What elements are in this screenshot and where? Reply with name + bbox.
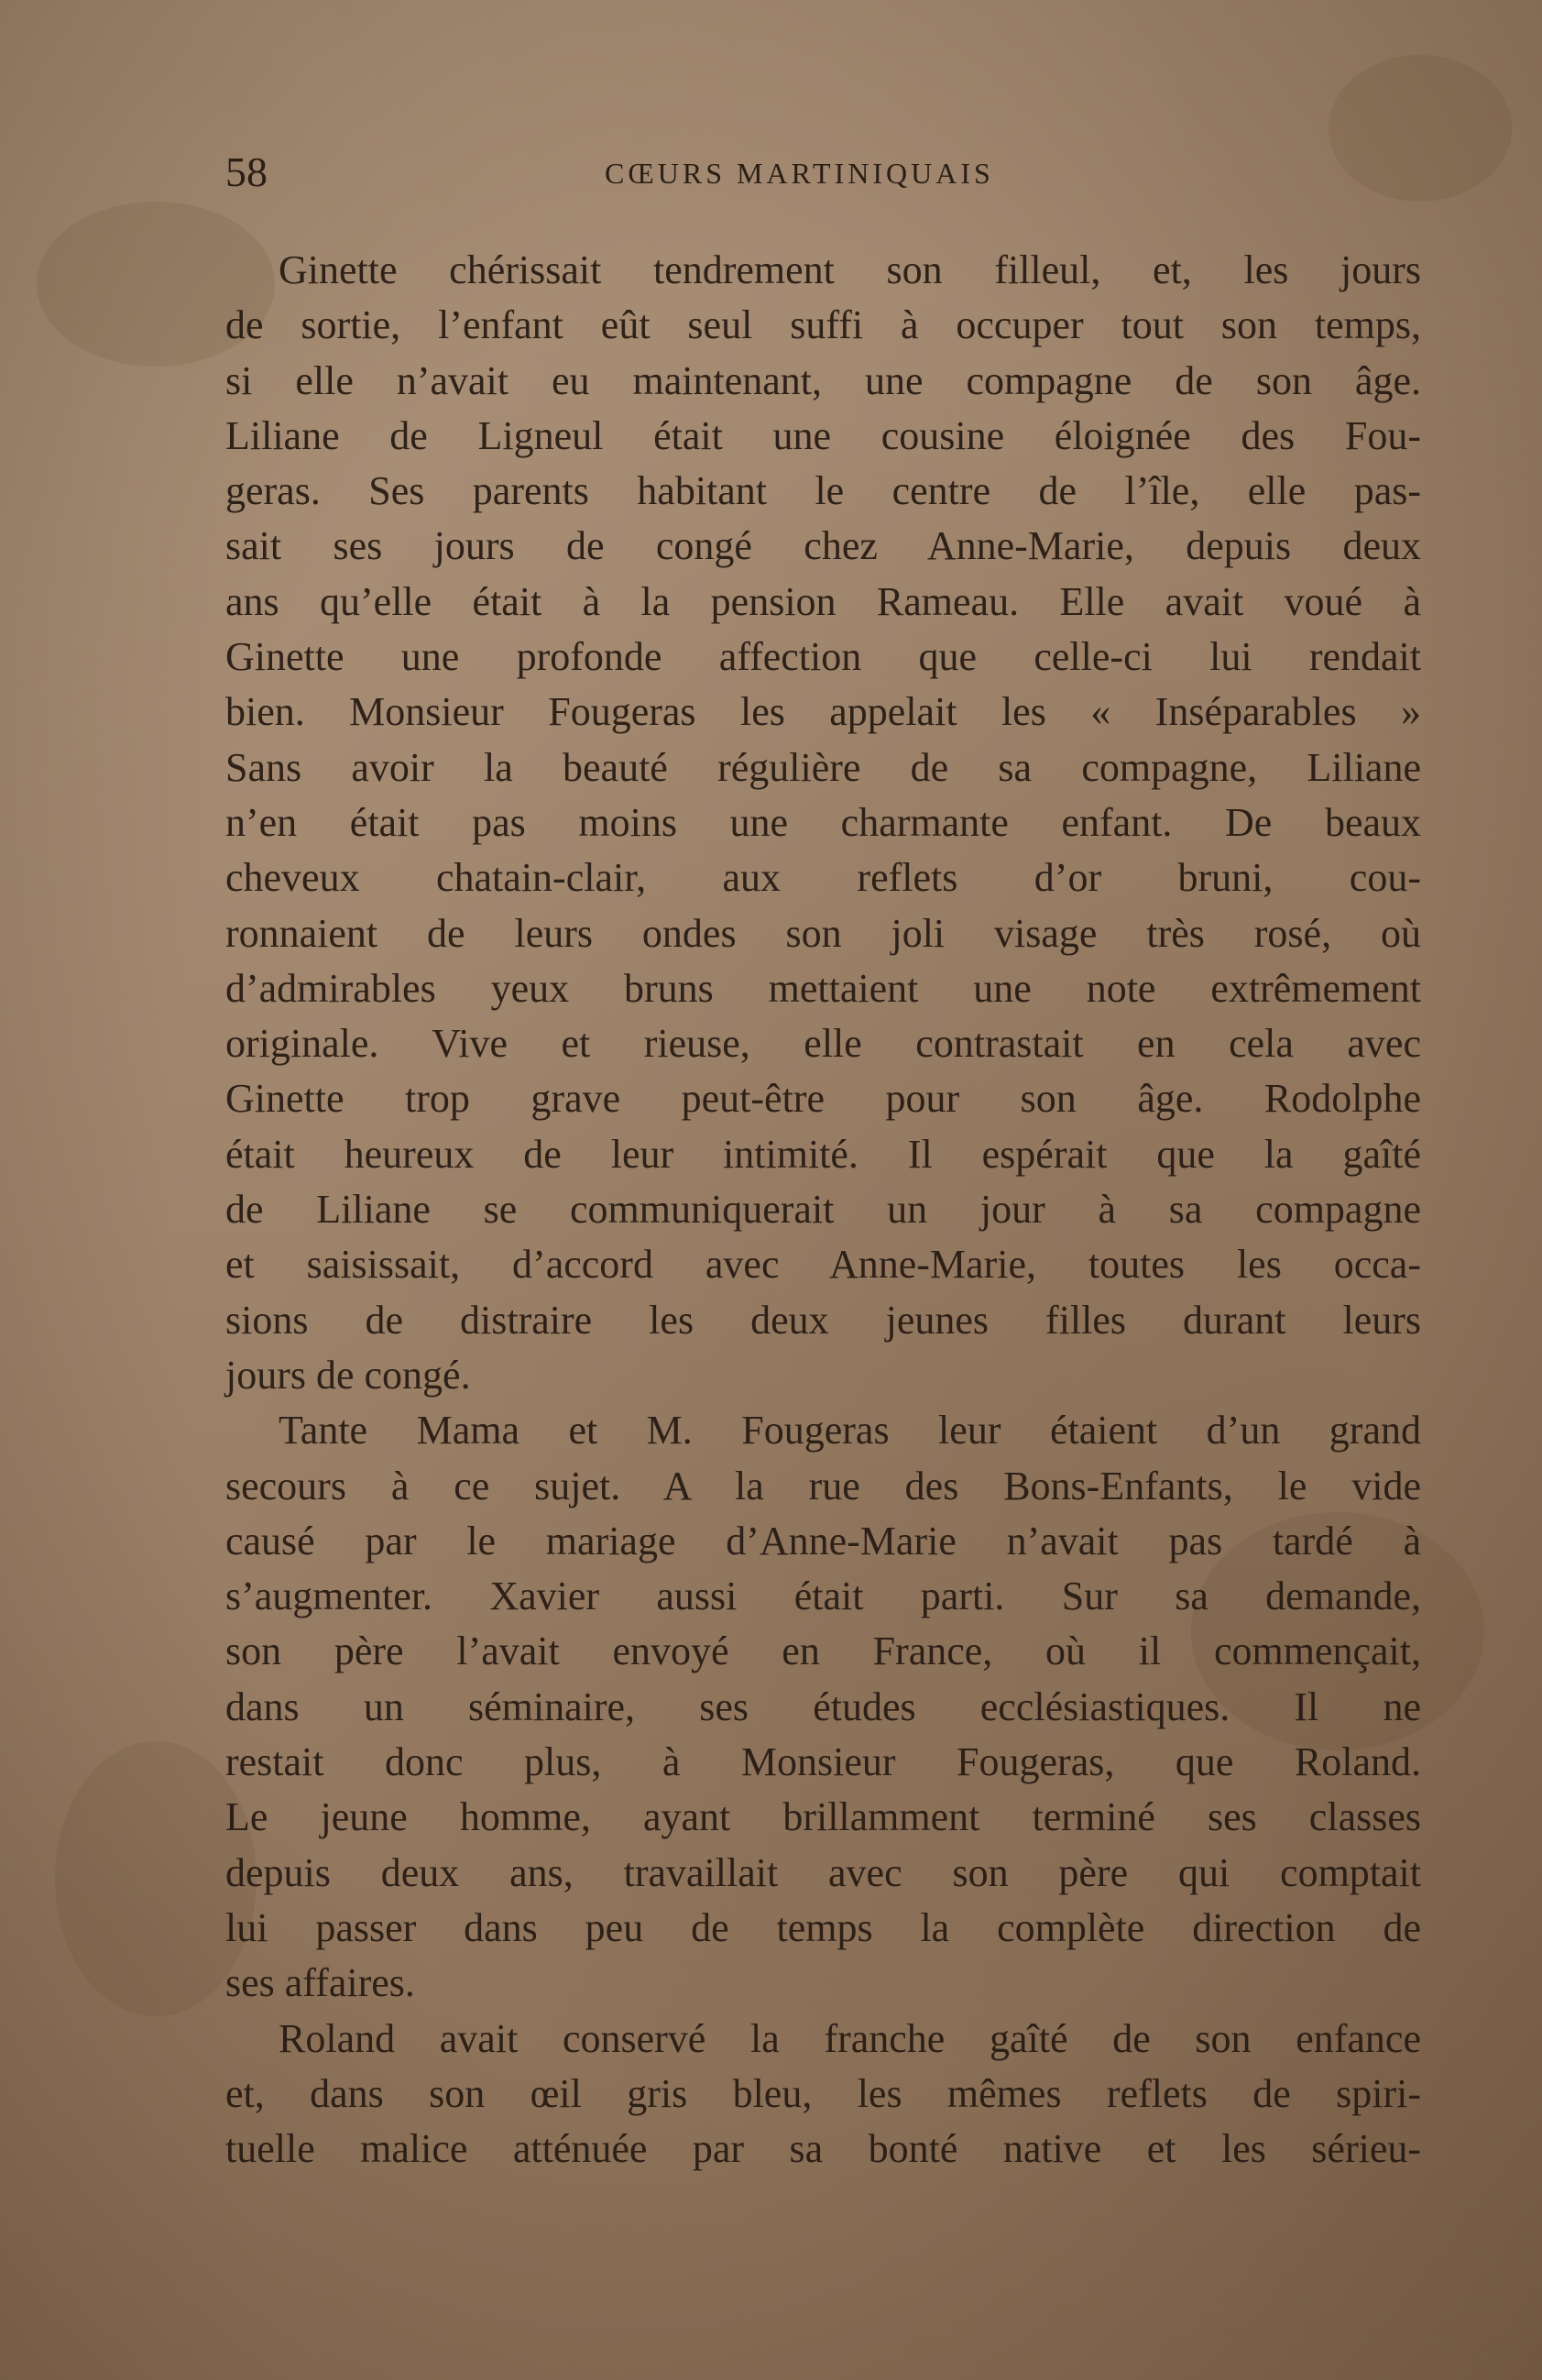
text-line: Ginette chérissait tendrement son filleul, et, les jours xyxy=(279,247,1421,292)
text-line: cheveux chatain-clair, aux reflets d’or bruni, cou- xyxy=(225,855,1421,901)
text-line: s’augmenter. Xavier aussi était parti. Sur sa demande, xyxy=(225,1574,1421,1619)
text-line: de sortie, l’enfant eût seul suffi à occuper tout son temps, xyxy=(225,302,1421,348)
text-line: et, dans son œil gris bleu, les mêmes reflets de spiri- xyxy=(225,2070,1421,2116)
text-line: de Liliane se communiquerait un jour à sa compagne xyxy=(225,1187,1421,1233)
text-line: tuelle malice atténuée par sa bonté native et les sérieu- xyxy=(225,2126,1421,2172)
text-line: sions de distraire les deux jeunes filles durant leurs xyxy=(225,1297,1421,1343)
paragraph-3 xyxy=(225,2012,1421,2177)
text-line: ses affaires. xyxy=(225,1960,415,2006)
text-line: causé par le mariage d’Anne-Marie n’avait pas tardé à xyxy=(225,1518,1421,1563)
text-line: geras. Ses parents habitant le centre de l’île, elle pas- xyxy=(225,468,1421,514)
body-text xyxy=(225,243,1421,2177)
text-line: et saisissait, d’accord avec Anne-Marie, toutes les occa- xyxy=(225,1242,1421,1288)
text-line: ronnaient de leurs ondes son joli visage très rosé, où xyxy=(225,910,1421,956)
text-line: lui passer dans peu de temps la complète direction de xyxy=(225,1904,1421,1950)
text-line: Ginette une profonde affection que celle-ci lui rendait xyxy=(225,634,1421,680)
text-line: Roland avait conservé la franche gaîté de son enfance xyxy=(279,2015,1421,2061)
text-line: d’admirables yeux bruns mettaient une note extrêmement xyxy=(225,965,1421,1011)
text-line: ans qu’elle était à la pension Rameau. Elle avait voué à xyxy=(225,578,1421,624)
paragraph-1 xyxy=(225,243,1421,1403)
text-line: bien. Monsieur Fougeras les appelait les « Inséparables » xyxy=(225,689,1421,735)
text-line: Liliane de Ligneul était une cousine éloignée des Fou- xyxy=(225,412,1421,458)
text-line: était heureux de leur intimité. Il espérait que la gaîté xyxy=(225,1131,1421,1177)
text-line: Sans avoir la beauté régulière de sa compagne, Liliane xyxy=(225,744,1421,790)
paragraph-2 xyxy=(225,1403,1421,2011)
text-line: restait donc plus, à Monsieur Fougeras, que Roland. xyxy=(225,1739,1421,1785)
running-header xyxy=(0,145,1542,200)
text-line: dans un séminaire, ses études ecclésiastiques. Il ne xyxy=(225,1684,1421,1729)
text-line: Tante Mama et M. Fougeras leur étaient d’un grand xyxy=(279,1408,1421,1453)
text-line: sait ses jours de congé chez Anne-Marie, depuis deux xyxy=(225,523,1421,569)
text-line: jours de congé. xyxy=(225,1352,471,1398)
text-line: originale. Vive et rieuse, elle contrastait en cela avec xyxy=(225,1021,1421,1067)
text-line: si elle n’avait eu maintenant, une compagne de son âge. xyxy=(225,357,1421,403)
text-line: son père l’avait envoyé en France, où il commençait, xyxy=(225,1629,1421,1674)
text-line: n’en était pas moins une charmante enfant. De beaux xyxy=(225,799,1421,845)
text-line: Le jeune homme, ayant brillamment terminé ses classes xyxy=(225,1794,1421,1840)
running-title: CŒURS MARTINIQUAIS xyxy=(605,157,994,190)
text-line: depuis deux ans, travaillait avec son père qui comptait xyxy=(225,1849,1421,1895)
text-line: Ginette trop grave peut-être pour son âge. Rodolphe xyxy=(225,1076,1421,1122)
text-line: secours à ce sujet. A la rue des Bons-Enfants, le vide xyxy=(225,1463,1421,1508)
page-number: 58 xyxy=(225,148,268,195)
